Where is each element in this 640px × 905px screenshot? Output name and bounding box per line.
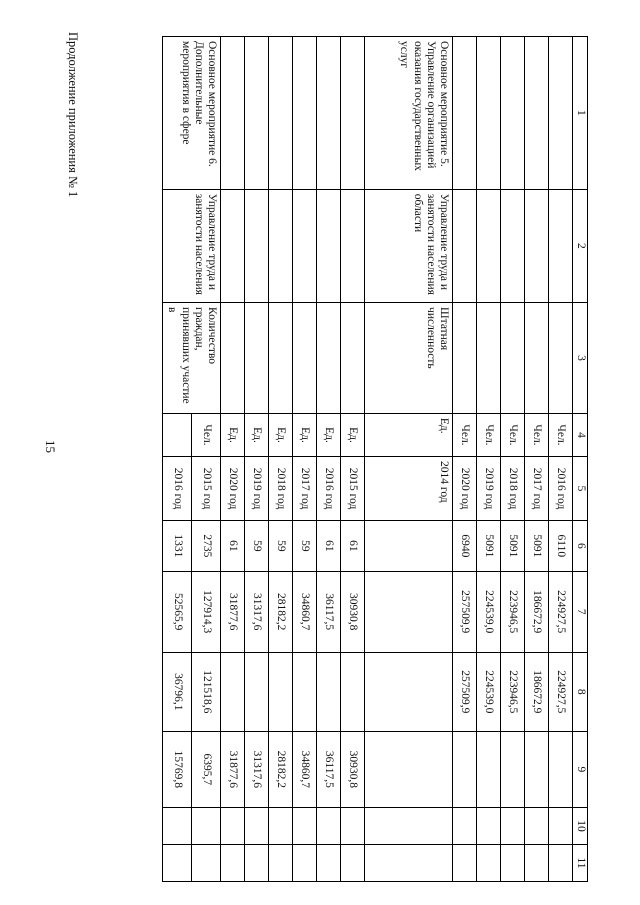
executor-cell [245,189,269,302]
value-cell: 36117,5 [317,571,341,652]
executor-cell [269,189,293,302]
value-cell: 31317,6 [245,731,269,807]
value-cell: 59 [293,521,317,572]
col-header: 7 [573,571,588,652]
event-cell [549,37,573,190]
value-cell [477,731,501,807]
value-cell [477,845,501,882]
value-cell: 61 [317,521,341,572]
event-cell [293,37,317,190]
year-cell: 2018 год [269,457,293,521]
value-cell [365,652,453,731]
value-cell: 31877,6 [221,731,245,807]
unit-cell: Чел. [192,413,221,456]
table-row [221,37,245,882]
event-cell: Основное мероприятие 5. Управление организацией оказания государственных услуг [365,37,453,190]
value-cell: 1331 [163,521,192,572]
indicator-cell [269,303,293,414]
year-cell: 2017 год [525,457,549,521]
value-cell: 224927,5 [549,652,573,731]
continuation-note: Продолжение приложения № 1 [66,32,80,198]
rotated-table-container [118,36,588,882]
value-cell: 28182,2 [269,731,293,807]
value-cell [269,845,293,882]
value-cell [163,808,192,845]
value-cell: 6395,7 [192,731,221,807]
value-cell: 5091 [477,521,501,572]
table-row [192,37,221,882]
year-cell: 2019 год [245,457,269,521]
value-cell [525,731,549,807]
value-cell [501,845,525,882]
table-row [317,37,341,882]
event-cell: Основное мероприятие 6. Дополнительные мероприятия в сфере [163,37,221,190]
unit-cell: Чел. [501,413,525,456]
table-row [501,37,525,882]
value-cell: 61 [221,521,245,572]
executor-cell [341,189,365,302]
indicator-cell [293,303,317,414]
value-cell: 2735 [192,521,221,572]
value-cell: 5091 [501,521,525,572]
indicator-cell [317,303,341,414]
value-cell [525,845,549,882]
year-cell: 2016 год [317,457,341,521]
value-cell [453,845,477,882]
value-cell: 31317,6 [245,571,269,652]
value-cell [245,845,269,882]
value-cell: 257509,9 [453,652,477,731]
value-cell: 34860,7 [293,731,317,807]
year-cell: 2015 год [341,457,365,521]
value-cell [453,731,477,807]
year-cell: 2018 год [501,457,525,521]
table-row [293,37,317,882]
value-cell [365,731,453,807]
executor-cell: Управление труда и занятости населения области [365,189,453,302]
value-cell [365,845,453,882]
year-cell: 2015 год [192,457,221,521]
event-cell [501,37,525,190]
executor-cell [221,189,245,302]
value-cell: 36796,1 [163,652,192,731]
executor-cell [549,189,573,302]
table-row [453,37,477,882]
executor-cell [501,189,525,302]
table-row [245,37,269,882]
page-number: 15 [43,440,58,453]
executor-cell [477,189,501,302]
value-cell [365,521,453,572]
col-header: 4 [573,413,588,456]
unit-cell: Чел. [477,413,501,456]
value-cell: 30930,8 [341,731,365,807]
value-cell: 223946,5 [501,652,525,731]
executor-cell [453,189,477,302]
year-cell: 2016 год [549,457,573,521]
value-cell [163,845,192,882]
event-cell [453,37,477,190]
unit-cell: Ед. [221,413,245,456]
indicator-cell [525,303,549,414]
executor-cell [525,189,549,302]
value-cell [501,808,525,845]
value-cell: 224927,5 [549,571,573,652]
value-cell: 127914,3 [192,571,221,652]
value-cell: 6940 [453,521,477,572]
value-cell [317,808,341,845]
col-header: 2 [573,189,588,302]
value-cell: 15769,8 [163,731,192,807]
indicator-cell [245,303,269,414]
unit-cell: Чел. [453,413,477,456]
data-table [162,36,588,882]
value-cell [365,808,453,845]
value-cell: 6110 [549,521,573,572]
table-row [365,37,453,882]
value-cell: 186672,9 [525,571,549,652]
value-cell [317,845,341,882]
value-cell: 257509,9 [453,571,477,652]
year-cell: 2016 год [163,457,192,521]
event-cell [221,37,245,190]
event-cell [525,37,549,190]
col-header: 11 [573,845,588,882]
value-cell: 30930,8 [341,571,365,652]
value-cell [269,652,293,731]
value-cell: 5091 [525,521,549,572]
column-number-row [573,37,588,882]
indicator-cell [341,303,365,414]
unit-cell: Ед. [293,413,317,456]
table-row [269,37,293,882]
unit-cell: Ед. [317,413,341,456]
value-cell [365,571,453,652]
event-cell [317,37,341,190]
value-cell: 121518,6 [192,652,221,731]
value-cell: 61 [341,521,365,572]
value-cell [221,652,245,731]
value-cell: 59 [245,521,269,572]
value-cell [269,808,293,845]
indicator-cell [221,303,245,414]
year-cell: 2020 год [453,457,477,521]
value-cell [245,808,269,845]
table-row [341,37,365,882]
executor-cell: Управление труда и занятости населения [163,189,221,302]
year-cell: 2019 год [477,457,501,521]
indicator-cell [453,303,477,414]
indicator-cell: Штатная численность [365,303,453,414]
value-cell: 224539,0 [477,652,501,731]
value-cell [221,845,245,882]
value-cell: 59 [269,521,293,572]
value-cell [341,652,365,731]
value-cell [453,808,477,845]
unit-cell: Ед. [365,413,453,456]
year-cell: 2014 год [365,457,453,521]
value-cell [245,652,269,731]
value-cell [293,845,317,882]
value-cell: 223946,5 [501,571,525,652]
value-cell [501,731,525,807]
executor-cell [293,189,317,302]
value-cell [293,652,317,731]
value-cell [549,808,573,845]
indicator-cell [477,303,501,414]
unit-cell: Ед. [245,413,269,456]
indicator-cell [501,303,525,414]
value-cell [341,845,365,882]
unit-cell: Чел. [525,413,549,456]
unit-cell: Ед. [341,413,365,456]
unit-cell: Чел. [549,413,573,456]
unit-cell [163,413,192,456]
event-cell [245,37,269,190]
executor-cell [317,189,341,302]
col-header: 1 [573,37,588,190]
table-row [549,37,573,882]
year-cell: 2020 год [221,457,245,521]
value-cell [192,808,221,845]
col-header: 8 [573,652,588,731]
year-cell: 2017 год [293,457,317,521]
value-cell [317,652,341,731]
value-cell: 186672,9 [525,652,549,731]
value-cell: 31877,6 [221,571,245,652]
table-row [525,37,549,882]
col-header: 3 [573,303,588,414]
col-header: 5 [573,457,588,521]
value-cell [192,845,221,882]
col-header: 10 [573,808,588,845]
col-header: 6 [573,521,588,572]
col-header: 9 [573,731,588,807]
indicator-cell: Количество граждан, принявших участие в [163,303,221,414]
value-cell [221,808,245,845]
table-row [477,37,501,882]
value-cell [477,808,501,845]
value-cell [549,731,573,807]
value-cell: 34860,7 [293,571,317,652]
event-cell [269,37,293,190]
value-cell [293,808,317,845]
value-cell: 28182,2 [269,571,293,652]
event-cell [341,37,365,190]
value-cell [525,808,549,845]
value-cell: 224539,0 [477,571,501,652]
value-cell [549,845,573,882]
value-cell [341,808,365,845]
value-cell: 52565,9 [163,571,192,652]
unit-cell: Ед. [269,413,293,456]
value-cell: 36117,5 [317,731,341,807]
event-cell [477,37,501,190]
indicator-cell [549,303,573,414]
